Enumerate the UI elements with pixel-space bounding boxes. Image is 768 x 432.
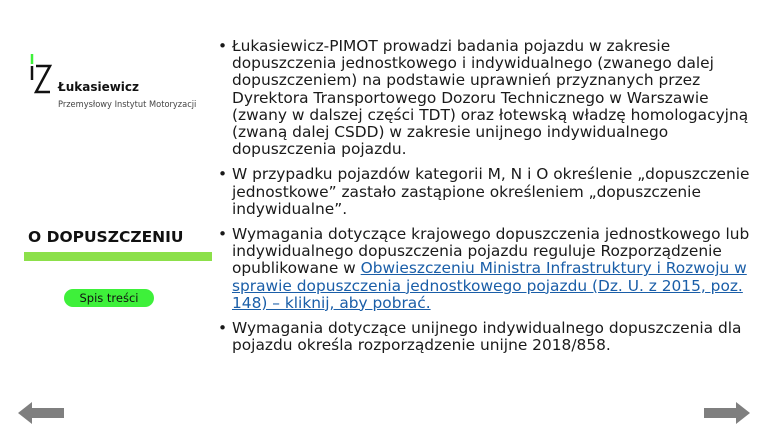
bullet-text: Łukasiewicz-PIMOT prowadzi badania pojazdu w zakresie dopuszczenia jednostkowego i indywidualnego (zwanego dalej dopuszczeniem) na podstawie uprawnień przyznanych przez Dyrektora Transportowego Dozoru Technicznego w Warszawie (zwany w dalszej części TDT) oraz łotewską władzę homologacyjną (zwaną dalej CSDD) w zakresie unijnego indywidualnego dopuszczenia pojazdu. <box>232 37 749 159</box>
bullet-text: Wymagania dotyczące krajowego dopuszczenia jednostkowego lub indywidualnego dopuszczenia pojazdu reguluje Rozporządzenie opublikowane w <box>232 225 750 278</box>
bullet-list <box>214 38 754 354</box>
prev-slide-button[interactable] <box>18 402 64 424</box>
next-slide-button[interactable] <box>704 402 750 424</box>
logo-name: Łukasiewicz <box>58 80 140 94</box>
section-title: O DOPUSZCZENIU <box>28 228 184 246</box>
bullet-text: W przypadku pojazdów kategorii M, N i O określenie „dopuszczenie jednostkowe” zastało zastąpione określeniem „dopuszczenie indywidualne”. <box>232 165 750 218</box>
bullet-text: Wymagania dotyczące unijnego indywidualnego dopuszczenia dla pojazdu określa rozporządzenie unijne 2018/858. <box>232 319 742 355</box>
bullet-item-3 <box>214 226 754 312</box>
bullet-item-1 <box>214 38 754 158</box>
download-regulation-link[interactable]: Obwieszczeniu Ministra Infrastruktury i Rozwoju w sprawie dopuszczenia jednostkowego pojazdu (Dz. U. z 2015, poz. 148) – kliknij, aby pobrać. <box>232 259 747 312</box>
bullet-item-2 <box>214 166 754 218</box>
logo <box>28 52 208 116</box>
bullet-item-4 <box>214 320 754 354</box>
arrow-left-icon <box>18 402 64 424</box>
content-area <box>214 38 754 362</box>
lukasiewicz-logo-icon <box>28 52 58 98</box>
logo-subtitle: Przemysłowy Instytut Motoryzacji <box>58 99 197 110</box>
title-underline-bar <box>24 252 212 261</box>
toc-button[interactable]: Spis treści <box>64 289 154 307</box>
arrow-right-icon <box>704 402 750 424</box>
